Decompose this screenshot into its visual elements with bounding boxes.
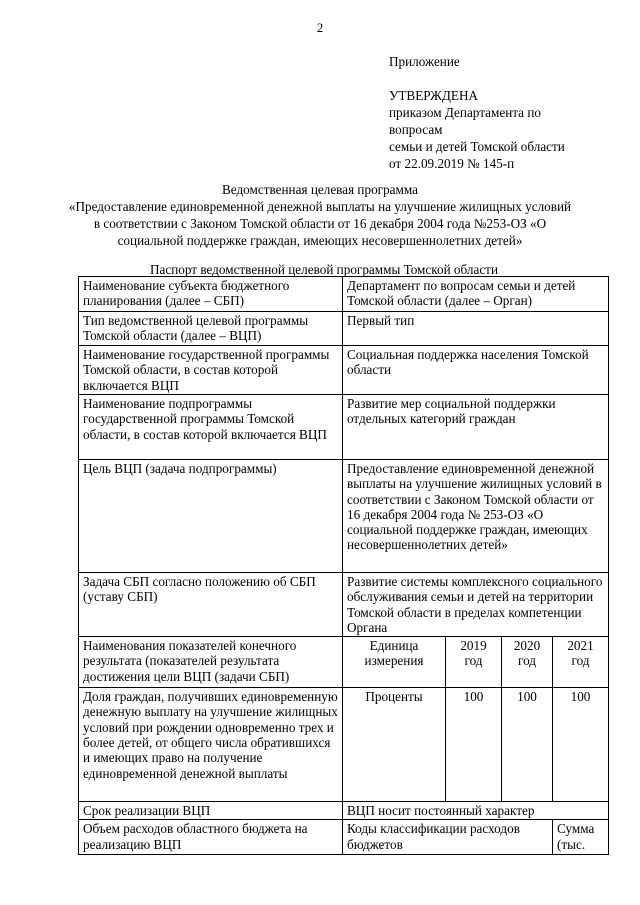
- year-header: 2019 год: [446, 637, 502, 688]
- passport-table: [78, 276, 609, 855]
- heading-line: «Предоставление единовременной денежной выплаты на улучшение жилищных условий: [68, 199, 572, 214]
- row-label: Наименование государственной программы Томской области, в состав которой включается ВЦП: [79, 346, 343, 395]
- budget-row: [79, 820, 609, 855]
- appendix-label: Приложение: [389, 54, 460, 69]
- table-row: [79, 460, 609, 573]
- appendix-gap: [389, 70, 629, 87]
- order-line: вопросам: [389, 122, 443, 137]
- order-line: от 22.09.2019 № 145-п: [389, 156, 515, 171]
- row-value: Развитие системы комплексного социального обслуживания семьи и детей на территории Томской области в пределах компетенции Органа: [343, 573, 609, 637]
- indicator-label: Доля граждан, получивших единовременную денежную выплату на улучшение жилищных условий при рождении одновременно трех и более детей, от общего числа обратившихся и имеющих право на получение единовременной денежной выплаты: [79, 688, 343, 802]
- row-value: Первый тип: [343, 312, 609, 346]
- row-label: Цель ВЦП (задача подпрограммы): [79, 460, 343, 573]
- term-label: Срок реализации ВЦП: [79, 802, 343, 820]
- term-value: ВЦП носит постоянный характер: [343, 802, 609, 820]
- row-label: Наименование подпрограммы государственной программы Томской области, в состав которой включается ВЦП: [79, 395, 343, 460]
- indicator-value: 100: [446, 688, 502, 802]
- indicator-unit: Проценты: [343, 688, 446, 802]
- row-value: Предоставление единовременной денежной выплаты на улучшение жилищных условий в соответствии с Законом Томской области от 16 декабря 2004 года № 253-ОЗ «О социальной поддержке граждан, имеющих несовершеннолетних детей»: [343, 460, 609, 573]
- row-value: Департамент по вопросам семьи и детей Томской области (далее – Орган): [343, 277, 609, 312]
- indicators-header-row: [79, 637, 609, 688]
- program-heading: [60, 181, 580, 249]
- page-number: 2: [316, 20, 324, 35]
- indicator-row: [79, 688, 609, 802]
- unit-header: Единица измерения: [343, 637, 446, 688]
- year-header: 2021 год: [553, 637, 609, 688]
- table-row: [79, 802, 609, 820]
- order-line: семьи и детей Томской области: [389, 139, 565, 154]
- heading-line: социальной поддержке граждан, имеющих несовершеннолетних детей»: [117, 233, 523, 248]
- codes-header: Коды классификации расходов бюджетов: [343, 820, 553, 855]
- heading-line: в соответствии с Законом Томской области от 16 декабря 2004 года №253-ОЗ «О: [93, 216, 547, 231]
- table-row: [79, 395, 609, 460]
- row-label: Тип ведомственной целевой программы Томской области (далее – ВЦП): [79, 312, 343, 346]
- heading-line: Ведомственная целевая программа: [222, 182, 418, 197]
- indicator-value: 100: [553, 688, 609, 802]
- appendix-block: [389, 53, 629, 172]
- table-row: [79, 277, 609, 312]
- row-label: Задача СБП согласно положению об СБП (уставу СБП): [79, 573, 343, 637]
- passport-title: Паспорт ведомственной целевой программы Томской области: [149, 262, 499, 277]
- row-value: Социальная поддержка населения Томской области: [343, 346, 609, 395]
- budget-label: Объем расходов областного бюджета на реализацию ВЦП: [79, 820, 343, 855]
- table-row: [79, 346, 609, 395]
- row-label: Наименование субъекта бюджетного планирования (далее – СБП): [79, 277, 343, 312]
- approved-label: УТВЕРЖДЕНА: [389, 88, 479, 103]
- indicator-value: 100: [502, 688, 553, 802]
- year-header: 2020 год: [502, 637, 553, 688]
- row-value: Развитие мер социальной поддержки отдельных категорий граждан: [343, 395, 609, 460]
- table-row: [79, 573, 609, 637]
- sum-header: Сумма (тыс.: [553, 820, 609, 855]
- table-row: [79, 312, 609, 346]
- indicators-label: Наименования показателей конечного результата (показателей результата достижения цели ВЦП (задачи СБП): [79, 637, 343, 688]
- order-line: приказом Департамента по: [389, 105, 541, 120]
